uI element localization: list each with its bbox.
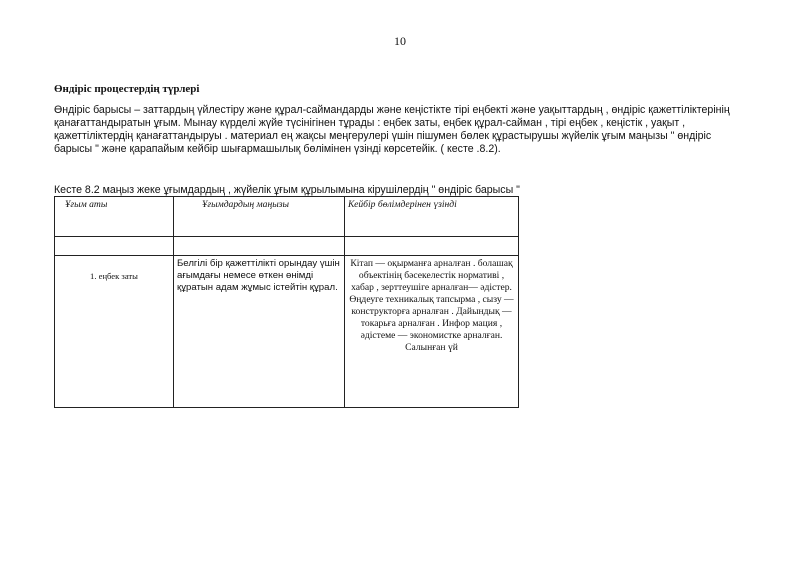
concept-name-cell: 1. еңбек заты [55,256,174,408]
empty-cell [174,237,345,256]
header-concept-meaning: Ұғымдардың маңызы [174,197,345,237]
table-row [55,256,519,408]
page-number: 10 [394,34,406,48]
process-concepts-table [54,196,519,408]
section-title: Өндіріс процестердің түрлері [54,83,200,95]
empty-cell [345,237,519,256]
excerpt-cell: Кітап — оқырманға арналған . болашақ объектінің бәсекелестік нормативі , хабар , зерттеушіге арналған— әдістер. Өңдеуге техникалық тапсырма , сызу — конструкторға арналған . Дайындық — токарьға арналған . Инфор мация , әдістеме — экономистке арналған. Салынған үй [345,256,519,408]
table-row-empty [55,237,519,256]
body-paragraph: Өндіріс барысы – заттардың үйлестіру және құрал-саймандарды және кеңістікте тірі еңбекті және уақыттардың , өндіріс қажеттіліктерінің қанағаттандыратын ұғым. Мынау күрделі жүйе түсінігінен тұрады : еңбек заты, еңбек құрал-сайман , тірі еңбек , кеңістік , уақыт , қажеттіліктердің қанағаттандыруы . материал ең жақсы меңгерулері үшін пішумен бөлек құрастырушы жүйелік ұғым маңызы " өндіріс барысы " және қарапайым кейбір шығармашылық бөлімінен үзінді көрсетейік. ( кесте .8.2). [54,104,730,155]
empty-cell [55,237,174,256]
header-concept-name: Ұғым аты [55,197,174,237]
concept-meaning-cell: Белгілі бір қажеттілікті орындау үшін ағымдағы немесе өткен өнімді құратын адам жұмыс істейтін құрал. [174,256,345,408]
table-header-row [55,197,519,237]
table-caption: Кесте 8.2 маңыз жеке ұғымдардың , жүйелік ұғым құрылымына кірушілердің " өндіріс барысы " [54,184,520,196]
header-excerpts: Кейбір бөлімдерінен үзінді [345,197,519,237]
